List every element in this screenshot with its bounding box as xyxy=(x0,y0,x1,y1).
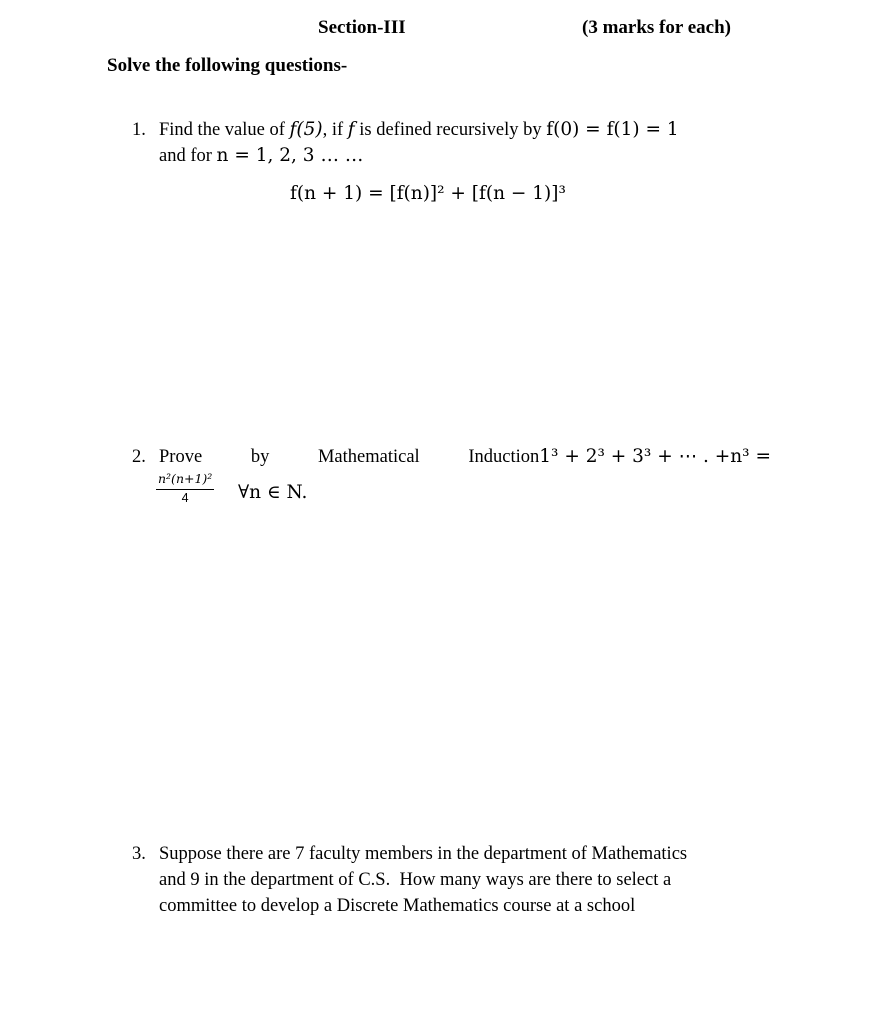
marks-note: (3 marks for each) xyxy=(582,17,731,38)
question-2-sum-expression: 1³ + 2³ + 3³ + ⋯ . +n³ = xyxy=(539,446,771,467)
question-2-quantifier: ∀n ∈ N. xyxy=(238,482,308,503)
question-2-word-by: by xyxy=(250,447,270,467)
question-1-number: 1. xyxy=(132,120,146,140)
question-3-line-3: committee to develop a Discrete Mathematics course at a school xyxy=(159,896,636,916)
question-2-fraction-numerator: n²(n+1)² xyxy=(156,471,214,490)
question-1-text-b: , if xyxy=(322,120,348,140)
question-1-math-base: f(0) = f(1) = 1 xyxy=(546,119,679,140)
instruction-heading: Solve the following questions- xyxy=(107,55,348,76)
question-3-line-2: and 9 in the department of C.S. How many ways are there to select a xyxy=(159,870,672,890)
question-2-word-prove: Prove xyxy=(159,447,203,467)
question-1-formula: f(n + 1) = [f(n)]² + [f(n − 1)]³ xyxy=(290,183,566,204)
question-3-number: 3. xyxy=(132,844,146,864)
question-2-fraction-denominator: 4 xyxy=(181,491,189,505)
question-3-body xyxy=(159,841,771,919)
question-1-text-c: is defined recursively by xyxy=(354,120,547,140)
question-1-math-range: n = 1, 2, 3 … … xyxy=(216,145,364,166)
question-1-line-1 xyxy=(159,117,771,143)
question-1-math-f: f xyxy=(347,119,355,140)
question-2-induction-expr xyxy=(468,444,771,470)
question-1-text-a: Find the value of xyxy=(159,120,290,140)
question-2-word-mathematical: Mathematical xyxy=(317,447,420,467)
question-2-line-1 xyxy=(159,444,771,470)
question-2-fraction xyxy=(156,471,214,507)
question-1-math-f5: f(5) xyxy=(289,119,323,140)
question-2-word-induction: Induction xyxy=(468,447,540,467)
question-2-number: 2. xyxy=(132,447,146,467)
question-1-line-2 xyxy=(159,143,363,169)
question-1-text-d: and for xyxy=(159,146,217,166)
question-3-line-1: Suppose there are 7 faculty members in the department of Mathematics xyxy=(159,844,688,864)
section-title: Section-III xyxy=(318,17,406,38)
